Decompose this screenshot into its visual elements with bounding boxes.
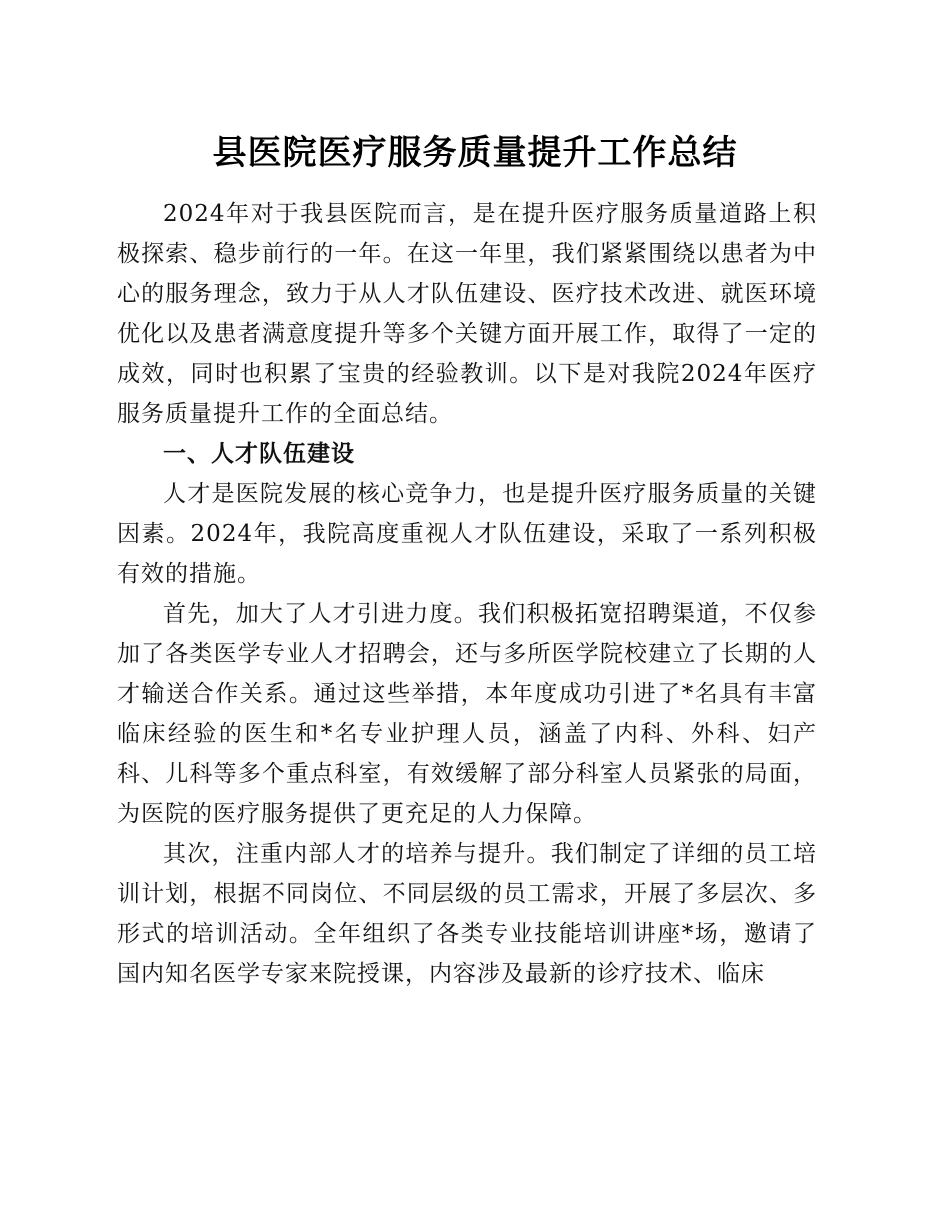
body-paragraph: 首先，加大了人才引进力度。我们积极拓宽招聘渠道，不仅参加了各类医学专业人才招聘会，还与多所医学院校建立了长期的人才输送合作关系。通过这些举措，本年度成功引进了*名具有丰富临床经验的医生和*名专业护理人员，涵盖了内科、外科、妇产科、儿科等多个重点科室，有效缓解了部分科室人员紧张的局面，为医院的医疗服务提供了更充足的人力保障。 — [117, 601, 817, 827]
intro-paragraph: 2024年对于我县医院而言，是在提升医疗服务质量道路上积极探索、稳步前行的一年。在这一年里，我们紧紧围绕以患者为中心的服务理念，致力于从人才队伍建设、医疗技术改进、就医环境优化以及患者满意度提升等多个关键方面开展工作，取得了一定的成效，同时也积累了宝贵的经验教训。以下是对我院2024年医疗服务质量提升工作的全面总结。 — [117, 201, 817, 427]
document-title: 县医院医疗服务质量提升工作总结 — [212, 133, 738, 173]
body-paragraph: 其次，注重内部人才的培养与提升。我们制定了详细的员工培训计划，根据不同岗位、不同层级的员工需求，开展了多层次、多形式的培训活动。全年组织了各类专业技能培训讲座*场，邀请了国内知名医学专家来院授课，内容涉及最新的诊疗技术、临床 — [117, 841, 817, 987]
section-heading: 一、人才队伍建设 — [163, 441, 355, 467]
document-body — [117, 194, 817, 994]
body-paragraph: 人才是医院发展的核心竞争力，也是提升医疗服务质量的关键因素。2024年，我院高度重视人才队伍建设，采取了一系列积极有效的措施。 — [117, 481, 817, 587]
